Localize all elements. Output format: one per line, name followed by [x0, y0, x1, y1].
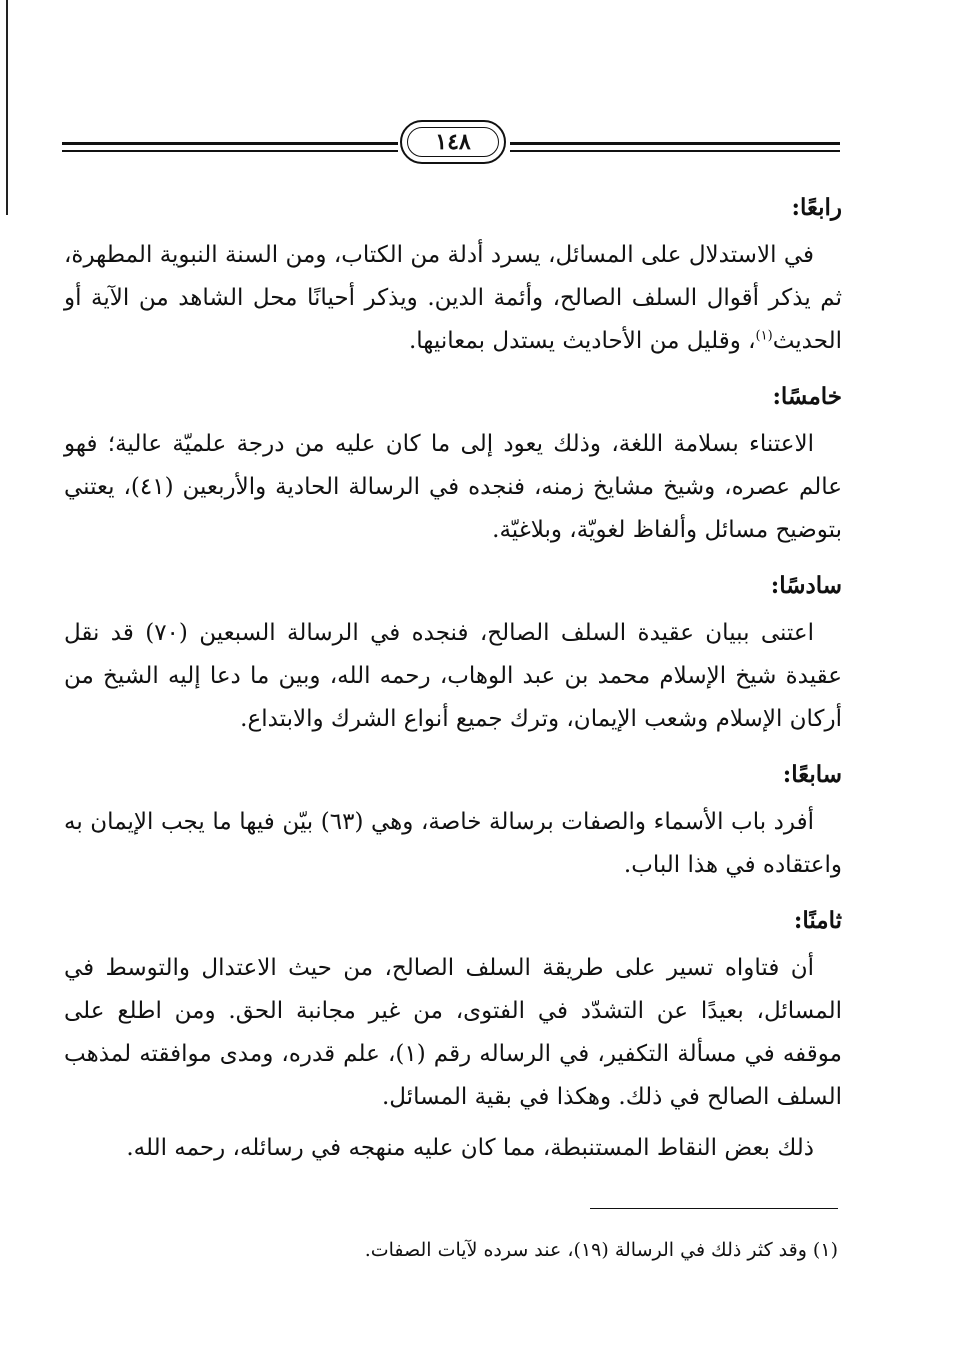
paragraph-text-continued: ، وقليل من الأحاديث يستدل بمعانيها.: [408, 328, 756, 354]
scan-edge-line: [6, 0, 8, 215]
section-paragraph-fourth: [64, 234, 842, 363]
page-body: [64, 182, 842, 1170]
page-number-cartouche: [400, 120, 506, 164]
section-paragraph-sixth: اعتنى ببيان عقيدة السلف الصالح، فنجده في الرسالة السبعين (٧٠) قد نقل عقيدة شيخ الإسلام محمد بن عبد الوهاب، رحمه الله، وبين ما دعا إليه الشيخ من أركان الإسلام وشعب الإيمان، وترك جميع أنواع الشرك والابتداع.: [64, 620, 842, 732]
section-heading-fifth: خامسًا:: [772, 383, 842, 410]
section-paragraph-eighth: أن فتاواه تسير على طريقة السلف الصالح، من حيث الاعتدال والتوسط في المسائل، بعيدًا عن التشدّد في الفتوى، من غير مجانبة الحق. ومن اطلع على موقفه في مسألة التكفير، في الرساله رقم (١)، علم قدره، ومدى موافقته لمذهب السلف الصالح في ذلك. وهكذا في بقية المسائل.: [64, 955, 842, 1110]
page-number: ١٤٨: [435, 129, 471, 155]
section-heading-sixth: سادسًا:: [770, 572, 842, 599]
page-header: [62, 120, 840, 166]
section-paragraph-fifth: الاعتناء بسلامة اللغة، وذلك يعود إلى ما كان عليه من درجة علميّة عالية؛ فهو عالم عصره، وشيخ مشايخ زمنه، فنجده في الرسالة الحادية والأربعين (٤١)، يعتني بتوضيح مسائل وألفاظ لغويّة، وبلاغيّة.: [64, 431, 843, 543]
paragraph-text: في الاستدلال على المسائل، يسرد أدلة من الكتاب، ومن السنة النبوية المطهرة، ثم يذكر أقوال السلف الصالح، وأئمة الدين. ويذكر أحيانًا محل الشاهد من الآية أو الحديث: [64, 242, 842, 354]
section-heading-fourth: رابعًا:: [791, 194, 842, 221]
header-rule-right: [510, 142, 840, 152]
footnote-reference[interactable]: (١): [755, 328, 773, 344]
section-heading-seventh: سابعًا:: [782, 761, 842, 788]
closing-paragraph: ذلك بعض النقاط المستنبطة، مما كان عليه منهجه في رسائله، رحمه الله.: [126, 1135, 814, 1161]
section-heading-eighth: ثامنًا:: [793, 907, 842, 934]
section-paragraph-seventh: أفرد باب الأسماء والصفات برسالة خاصة، وهي (٦٣) بيّن فيها ما يجب الإيمان به واعتقاده في هذا الباب.: [64, 809, 842, 878]
header-rule-left: [62, 142, 398, 152]
footnote-separator: [590, 1208, 838, 1209]
footnote: (١) وقد كثر ذلك في الرسالة (١٩)، عند سرده لآيات الصفات.: [364, 1239, 838, 1261]
